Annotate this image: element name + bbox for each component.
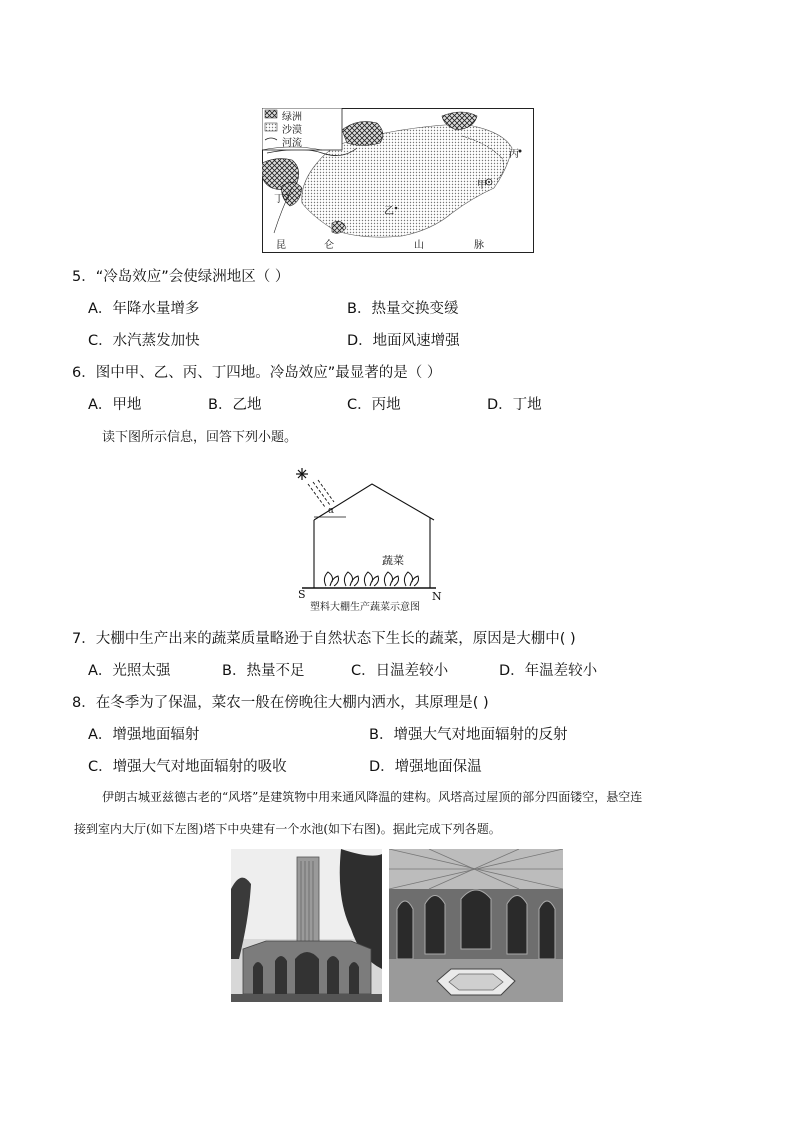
q8-stem: 8．在冬季为了保温，菜农一般在傍晚往大棚内洒水，其原理是( ) bbox=[72, 695, 489, 711]
mountain-char-3: 山 bbox=[414, 240, 424, 251]
intro-windtower-line2: 接到室内大厅(如下左图)塔下中央建有一个水池(如下右图)。据此完成下列各题。 bbox=[74, 822, 501, 836]
place-jia: 甲 bbox=[477, 180, 487, 191]
q8-option-a[interactable]: A．增强地面辐射 bbox=[88, 727, 200, 743]
q7-option-a[interactable]: A．光照太强 bbox=[88, 663, 171, 679]
vegetable-label: 蔬菜 bbox=[382, 554, 404, 567]
legend-oasis-label: 绿洲 bbox=[282, 112, 302, 123]
legend-desert-label: 沙漠 bbox=[282, 125, 302, 136]
place-yi: 乙 bbox=[384, 206, 394, 217]
sun-icon bbox=[296, 468, 308, 480]
greenhouse-caption: 塑料大棚生产蔬菜示意图 bbox=[310, 602, 420, 613]
q5-option-b[interactable]: B．热量交换变缓 bbox=[347, 301, 459, 317]
q6-stem: 6．图中甲、乙、丙、丁四地。冷岛效应”最显著的是（ ） bbox=[72, 365, 442, 381]
q8-option-b[interactable]: B．增强大气对地面辐射的反射 bbox=[369, 727, 568, 743]
mountain-char-1: 昆 bbox=[276, 240, 286, 251]
q6-option-b[interactable]: B．乙地 bbox=[208, 397, 262, 413]
place-bing: 丙 bbox=[509, 149, 519, 160]
q8-option-c[interactable]: C．增强大气对地面辐射的吸收 bbox=[88, 759, 287, 775]
q7-option-d[interactable]: D．年温差较小 bbox=[499, 663, 598, 679]
q6-option-d[interactable]: D．丁地 bbox=[487, 397, 542, 413]
q6-option-a[interactable]: A．甲地 bbox=[88, 397, 142, 413]
q5-option-c[interactable]: C．水汽蒸发加快 bbox=[88, 333, 200, 349]
mountain-char-4: 脉 bbox=[474, 240, 484, 251]
vegetable-plants bbox=[324, 572, 418, 586]
intro-windtower-line1: 伊朗古城亚兹德古老的“风塔”是建筑物中用来通风降温的建构。风塔高过屋顶的部分四面镂空，悬空连 bbox=[102, 790, 643, 804]
greenhouse-diagram bbox=[290, 462, 450, 612]
north-label: N bbox=[432, 590, 442, 603]
legend-river-label: 河流 bbox=[282, 138, 302, 149]
oasis-map bbox=[262, 108, 534, 253]
mountain-char-2: 仑 bbox=[324, 240, 334, 251]
q6-option-c[interactable]: C．丙地 bbox=[347, 397, 401, 413]
angle-label: α bbox=[328, 506, 335, 516]
q5-option-d[interactable]: D．地面风速增强 bbox=[347, 333, 460, 349]
q5-option-a[interactable]: A．年降水量增多 bbox=[88, 301, 200, 317]
intro-greenhouse: 读下图所示信息，回答下列小题。 bbox=[102, 430, 298, 445]
q7-option-b[interactable]: B．热量不足 bbox=[222, 663, 305, 679]
wind-tower-photo bbox=[231, 849, 382, 1002]
pool-hall-photo bbox=[389, 849, 563, 1002]
q8-option-d[interactable]: D．增强地面保温 bbox=[369, 759, 482, 775]
south-label: S bbox=[298, 588, 306, 601]
q7-option-c[interactable]: C．日温差较小 bbox=[351, 663, 449, 679]
q5-stem: 5．“冷岛效应”会使绿洲地区（ ） bbox=[72, 269, 290, 285]
place-ding: 丁 bbox=[274, 194, 284, 205]
q7-stem: 7．大棚中生产出来的蔬菜质量略逊于自然状态下生长的蔬菜，原因是大棚中( ) bbox=[72, 631, 576, 647]
